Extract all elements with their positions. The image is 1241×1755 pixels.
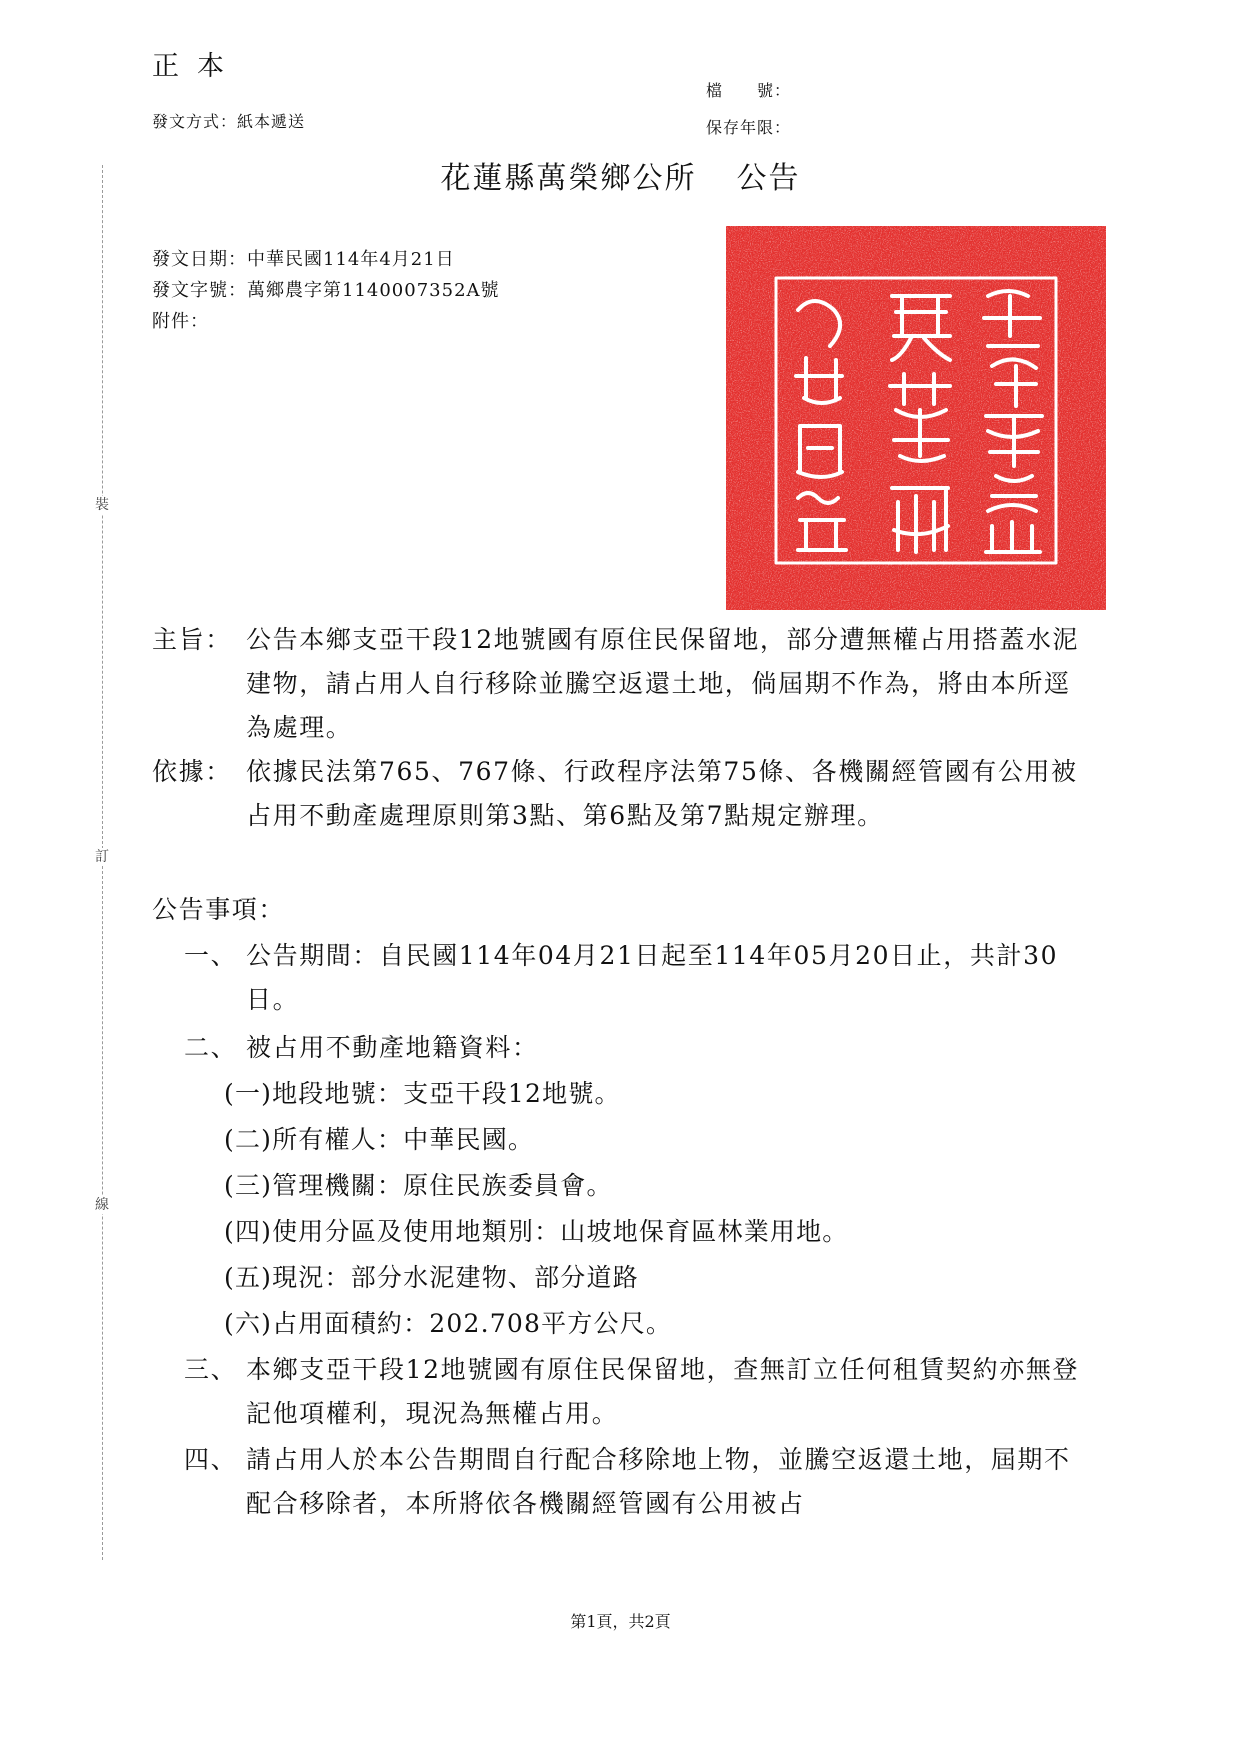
cadastral-sub-item: (一)地段地號：支亞干段12地號。 (224, 1079, 621, 1108)
notice-item (184, 1026, 1092, 1070)
notice-item-text: 本鄉支亞干段12地號國有原住民保留地，查無訂立任何租賃契約亦無登記他項權利，現況為無權占用。 (246, 1355, 1080, 1428)
issue-date: 發文日期：中華民國114年4月21日 (152, 249, 455, 270)
cadastral-sub-item: (三)管理機關：原住民族委員會。 (224, 1171, 613, 1200)
notice-item (184, 934, 1092, 1022)
official-seal (726, 226, 1106, 610)
page-indicator: 第1頁，共2頁 (570, 1612, 671, 1631)
notice-item (184, 1348, 1092, 1436)
notice-item-text: 被占用不動產地籍資料： (246, 1033, 539, 1062)
notice-item-number: 一、 (184, 941, 238, 970)
original-copy-mark: 正本 (152, 51, 242, 82)
notice-item-number: 三、 (184, 1355, 238, 1384)
document-type: 公告 (736, 161, 801, 196)
send-method: 發文方式：紙本遞送 (152, 112, 306, 131)
notice-item-number: 二、 (184, 1033, 238, 1062)
cadastral-sub-item: (二)所有權人：中華民國。 (224, 1125, 535, 1154)
notice-item (184, 1438, 1092, 1526)
cadastral-sub-item: (五)現況：部分水泥建物、部分道路 (224, 1263, 639, 1292)
basis-paragraph (152, 750, 1092, 838)
cadastral-sub-item: (四)使用分區及使用地類別：山坡地保育區林業用地。 (224, 1217, 849, 1246)
subject-label: 主旨： (152, 625, 232, 654)
notice-item-text: 請占用人於本公告期間自行配合移除地上物，並騰空返還土地，屆期不配合移除者，本所將依各機關經管國有公用被占 (246, 1445, 1071, 1518)
file-number-label: 檔 號： (706, 81, 792, 100)
cadastral-sub-item: (六)占用面積約：202.708平方公尺。 (224, 1309, 673, 1338)
notice-item-text: 公告期間：自民國114年04月21日起至114年05月20日止，共計30日。 (246, 941, 1059, 1014)
attachment-label: 附件： (152, 311, 209, 332)
notice-heading: 公告事項： (152, 895, 286, 924)
basis-label: 依據： (152, 757, 232, 786)
binding-mark-xian: 線 (95, 1197, 109, 1213)
document-number: 發文字號：萬鄉農字第1140007352A號 (152, 280, 500, 301)
basis-text: 依據民法第765、767條、行政程序法第75條、各機關經管國有公用被占用不動產處理原則第3點、第6點及第7點規定辦理。 (246, 757, 1078, 830)
agency-name: 花蓮縣萬榮鄉公所 (440, 161, 697, 196)
binding-mark-ding: 訂 (95, 849, 109, 865)
retention-period-label: 保存年限： (706, 118, 792, 137)
binding-mark-zhuang: 裝 (95, 497, 109, 513)
subject-paragraph (152, 618, 1092, 750)
subject-text: 公告本鄉支亞干段12地號國有原住民保留地，部分遭無權占用搭蓋水泥建物，請占用人自行移除並騰空返還土地，倘屆期不作為，將由本所逕為處理。 (246, 625, 1080, 742)
notice-item-number: 四、 (184, 1445, 238, 1474)
document-title (0, 160, 1241, 198)
